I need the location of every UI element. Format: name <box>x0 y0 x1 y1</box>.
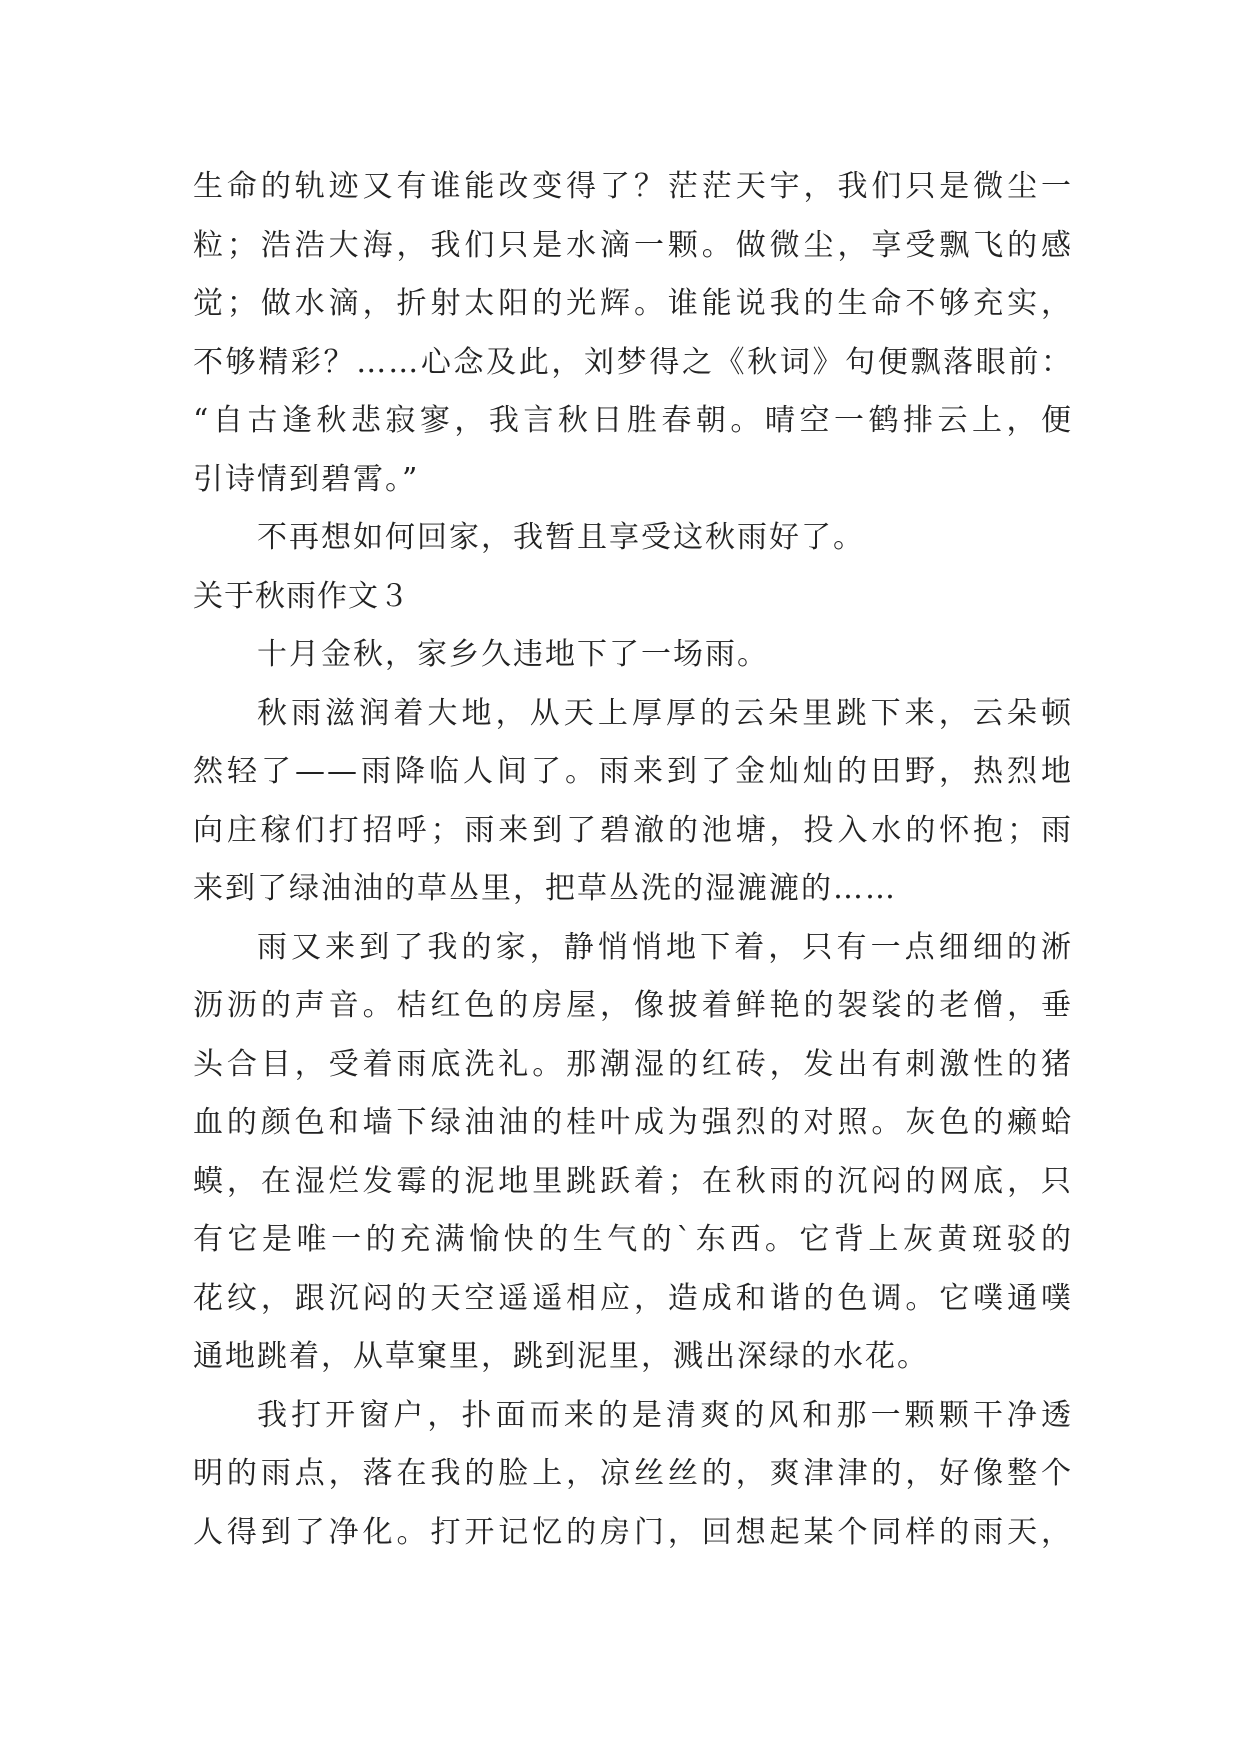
text-line: 我打开窗户，扑面而来的是清爽的风和那一颗颗干净透 <box>257 1397 1073 1433</box>
text-line: 有它是唯一的充满愉快的生气的`东西。它背上灰黄斑驳的 <box>193 1222 1073 1257</box>
text-line: 十月金秋，家乡久违地下了一场雨。 <box>257 637 769 672</box>
text-line: 觉；做水滴，折射太阳的光辉。谁能说我的生命不够充实， <box>193 286 1073 321</box>
text-line: 明的雨点，落在我的脸上，凉丝丝的，爽津津的，好像整个 <box>193 1456 1073 1491</box>
text-line: 秋雨滋润着大地，从天上厚厚的云朵里跳下来，云朵顿 <box>257 695 1073 731</box>
text-line: 生命的轨迹又有谁能改变得了？茫茫天宇，我们只是微尘一 <box>193 169 1073 204</box>
text-line: 头合目，受着雨底洗礼。那潮湿的红砖，发出有刺激性的猪 <box>193 1046 1073 1082</box>
section-heading: 关于秋雨作文３ <box>193 578 410 614</box>
text-line: 粒；浩浩大海，我们只是水滴一颗。做微尘，享受飘飞的感 <box>193 227 1073 263</box>
text-line: 通地跳着，从草窠里，跳到泥里，溅出深绿的水花。 <box>193 1339 929 1374</box>
text-line: 花纹，跟沉闷的天空遥遥相应，造成和谐的色调。它噗通噗 <box>193 1280 1073 1316</box>
text-line: 来到了绿油油的草丛里，把草丛洗的湿漉漉的…… <box>193 871 897 906</box>
text-line: 血的颜色和墙下绿油油的桂叶成为强烈的对照。灰色的癞蛤 <box>193 1105 1073 1140</box>
text-line: 人得到了净化。打开记忆的房门，回想起某个同样的雨天， <box>193 1514 1073 1550</box>
text-line: 向庄稼们打招呼；雨来到了碧澈的池塘，投入水的怀抱；雨 <box>193 812 1073 848</box>
text-line: “自古逢秋悲寂寥，我言秋日胜春朝。晴空一鹤排云上，便 <box>193 403 1073 438</box>
text-line: 沥沥的声音。桔红色的房屋，像披着鲜艳的袈裟的老僧，垂 <box>193 988 1073 1023</box>
text-line: 然轻了——雨降临人间了。雨来到了金灿灿的田野，热烈地 <box>193 754 1073 789</box>
text-line: 引诗情到碧霄。” <box>193 461 420 497</box>
text-line: 雨又来到了我的家，静悄悄地下着，只有一点细细的淅 <box>257 929 1073 965</box>
text-line: 不够精彩？……心念及此，刘梦得之《秋词》句便飘落眼前： <box>193 344 1073 380</box>
text-line: 不再想如何回家，我暂且享受这秋雨好了。 <box>257 520 865 555</box>
text-line: 蟆，在湿烂发霉的泥地里跳跃着；在秋雨的沉闷的网底，只 <box>193 1163 1073 1199</box>
document-body <box>193 158 1073 1562</box>
